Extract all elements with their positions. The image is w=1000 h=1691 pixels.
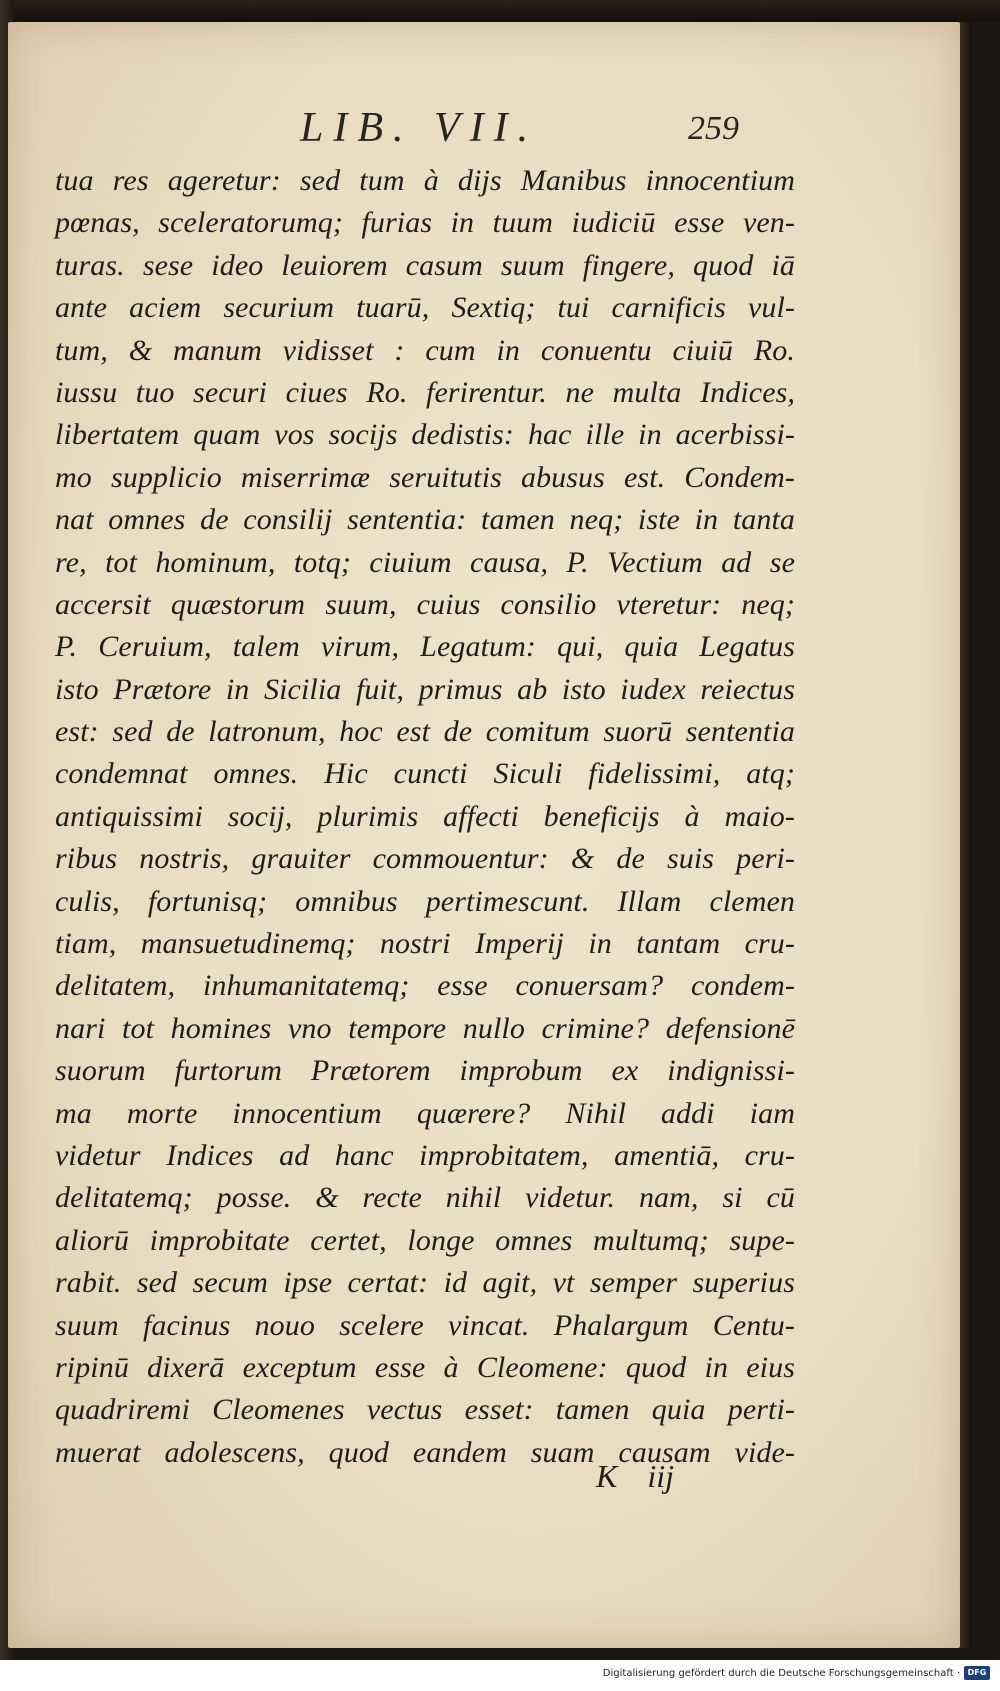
text-line: quadriremi Cleomenes vectus esset: tamen quia perti-	[55, 1393, 795, 1427]
book-page	[8, 22, 960, 1648]
text-line: pœnas, sceleratorumq; furias in tuum iudiciū esse ven-	[55, 206, 795, 240]
running-head	[8, 104, 960, 160]
text-line: ripinū dixerā exceptum esse à Cleomene: quod in eius	[55, 1350, 795, 1384]
text-line: suorum furtorum Prætorem improbum ex indignissi-	[55, 1054, 795, 1088]
text-line: tum, & manum vidisset : cum in conuentu ciuiū Ro.	[55, 333, 795, 367]
text-line: ma morte innocentium quærere? Nihil addi iam	[55, 1096, 795, 1130]
text-line: iussu tuo securi ciues Ro. ferirentur. ne multa Indices,	[55, 375, 795, 409]
page-right-edge	[960, 22, 972, 1648]
text-line: suum facinus nouo scelere vincat. Phalargum Centu-	[55, 1308, 795, 1342]
text-line: libertatem quam vos socijs dedistis: hac ille in acerbissi-	[55, 418, 795, 452]
book-top-edge	[0, 0, 1000, 22]
text-line: tua res ageretur: sed tum à dijs Manibus innocentium	[55, 164, 795, 197]
text-line: turas. sese ideo leuiorem casum suum fingere, quod iā	[55, 248, 795, 282]
text-line: videtur Indices ad hanc improbitatem, amentiā, cru-	[55, 1138, 795, 1172]
text-line: muerat adolescens, quod eandem suam causam vide-	[55, 1435, 795, 1469]
text-line: nari tot homines vno tempore nullo crimine? defensionē	[55, 1011, 795, 1045]
text-line: isto Prætore in Sicilia fuit, primus ab isto iudex reiectus	[55, 672, 795, 706]
text-line: ribus nostris, grauiter commouentur: & de suis peri-	[55, 842, 795, 876]
digitization-footer	[0, 1660, 1000, 1691]
text-line: est: sed de latronum, hoc est de comitum suorū sententia	[55, 715, 795, 749]
dfg-logo: DFG	[964, 1666, 990, 1680]
footer-credit: Digitalisierung gefördert durch die Deutsche Forschungsgemeinschaft ·	[602, 1668, 960, 1679]
text-line: culis, fortunisq; omnibus pertimescunt. Illam clemen	[55, 884, 795, 918]
text-line: rabit. sed secum ipse certat: id agit, vt semper superius	[55, 1266, 795, 1300]
text-line: antiquissimi socij, plurimis affecti beneficijs à maio-	[55, 799, 795, 833]
text-line: accersit quæstorum suum, cuius consilio vteretur: neq;	[55, 587, 795, 621]
text-line: delitatem, inhumanitatemq; esse conuersam? condem-	[55, 969, 795, 1003]
signature-mark: K iij	[596, 1458, 675, 1494]
page-number: 259	[688, 110, 739, 147]
text-line: tiam, mansuetudinemq; nostri Imperij in tantam cru-	[55, 927, 795, 961]
body-text	[55, 160, 795, 1474]
text-line: delitatemq; posse. & recte nihil videtur. nam, si cū	[55, 1181, 795, 1215]
text-line: ante aciem securium tuarū, Sextiq; tui carnificis vul-	[55, 291, 795, 325]
running-head-title: LIB. VII.	[300, 105, 539, 151]
text-line: re, tot hominum, totq; ciuium causa, P. Vectium ad se	[55, 545, 795, 579]
text-line: condemnat omnes. Hic cuncti Siculi fidelissimi, atq;	[55, 757, 795, 791]
text-line: mo supplicio miserrimæ seruitutis abusus est. Condem-	[55, 460, 795, 494]
text-line: nat omnes de consilij sententia: tamen neq; iste in tanta	[55, 503, 795, 537]
text-line: P. Ceruium, talem virum, Legatum: qui, quia Legatus	[55, 630, 795, 664]
text-line: aliorū improbitate certet, longe omnes multumq; supe-	[55, 1223, 795, 1257]
